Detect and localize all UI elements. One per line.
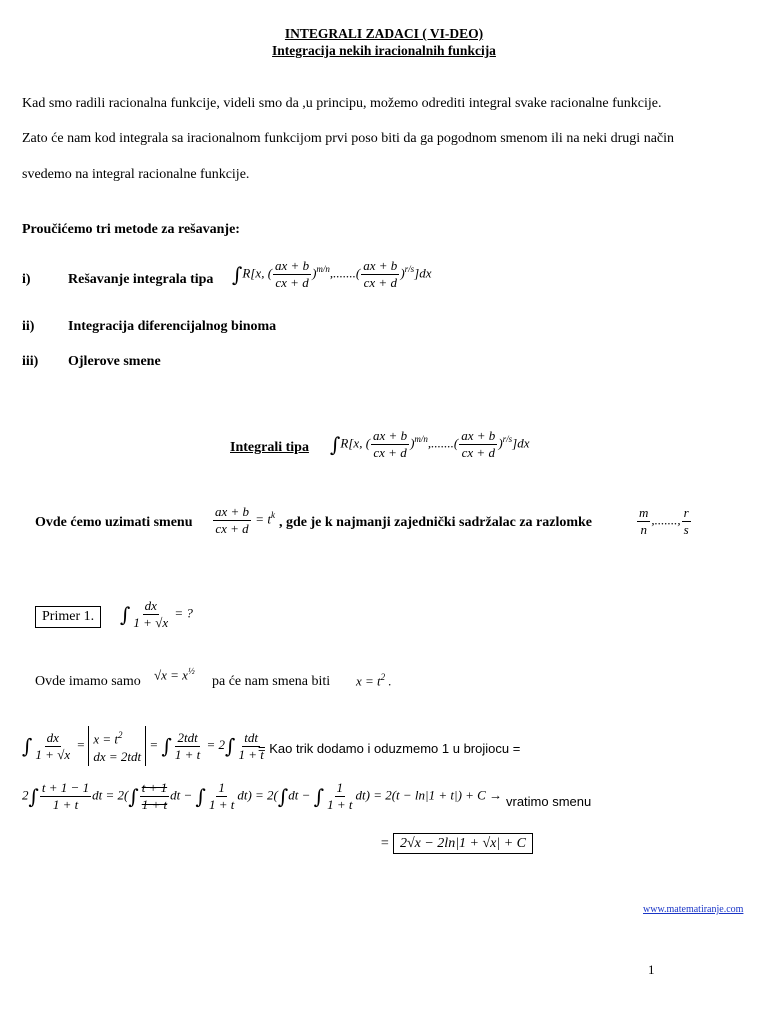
method-2-label: Integracija diferencijalnog binoma [68,319,277,334]
methods-heading: Proučićemo tri metode za rešavanje: [22,222,240,237]
formula-smena: $\frac{ax + b}{cx + d}$ = $t^k$ [215,504,275,536]
intro-line-2: Zato će nam kod integrala sa iracionalnom funkcijom prvi poso biti da ga pogodnom smenom ili na neki drugi način [22,131,675,146]
final-result: = 2√x − 2ln|1 + √x| + C [380,836,533,852]
formula-fractions: $\frac{m}{n}$ ,......., $\frac{r}{s}$ [639,505,689,537]
example-note-1: Ovde imamo samo [35,674,141,689]
page-number: 1 [648,962,655,977]
method-1-label: Rešavanje integrala tipa [68,272,214,287]
intro-line-3: svedemo na integral racionalne funkcije. [22,167,250,182]
formula-sqrt: $√x = x^{\frac{1}{2}}$ [154,666,195,683]
page-title: INTEGRALI ZADACI ( VI-DEO) [284,26,484,41]
method-1-number: i) [22,272,31,287]
method-2-number: ii) [22,319,35,334]
back-substitution-note: vratimo smenu [506,794,592,809]
trick-note: = Kao trik dodamo i oduzmemo 1 u brojiocu = [258,741,521,756]
solution-line-1: ∫ $\frac{dx}{1 + √x}$ = $x = t^2$ dx = 2tdt = ∫ 2tdt 1 + t = 2∫ tdt 1 + t [22,726,267,766]
example-note-2: pa će nam smena biti [212,674,331,689]
example-label: Primer 1. [35,606,101,628]
page-subtitle: Integracija nekih iracionalnih funkcija [272,43,496,58]
formula-integral-type-1: ∫R[x, ( $\frac{ax + b}{cx + d}$ )$^{m/n}$,.......( $\frac{ax + b}{cx + d}$ )$^{r/s}$]dx [232,258,432,290]
website-link[interactable]: www.matematiranje.com [643,904,744,915]
smena-text-2: , gde je k najmanji zajednički sadržalac za razlomke [279,515,593,530]
solution-line-2: 2∫ $\frac{t + 1 - 1}{1 + t}$ dt = 2(∫ $\frac{t + 1}{1 + t}$ dt − ∫ $\frac{1}{1 + t}$ dt) = 2(∫dt − ∫ $\frac{1}{1 + t}$ dt) = 2(t − ln|1 + t|) + C → [22,780,503,812]
method-3-number: iii) [22,354,39,369]
method-3-label: Ojlerove smene [68,354,161,369]
intro-line-1: Kad smo radili racionalna funkcije, videli smo da ,u principu, možemo odrediti integral svake racionalne funkcije. [22,96,662,111]
section-heading: Integrali tipa [230,440,309,455]
smena-text-1: Ovde ćemo uzimati smenu [35,515,193,530]
formula-substitution: $x = t^2$ . [356,672,392,689]
formula-integral-type-2: ∫R[x, ( $\frac{ax + b}{cx + d}$ )$^{m/n}$,.......( $\frac{ax + b}{cx + d}$ )$^{r/s}$]dx [330,428,530,460]
example-integral: ∫ $\frac{dx}{1 + √x}$ = ? [120,598,193,630]
